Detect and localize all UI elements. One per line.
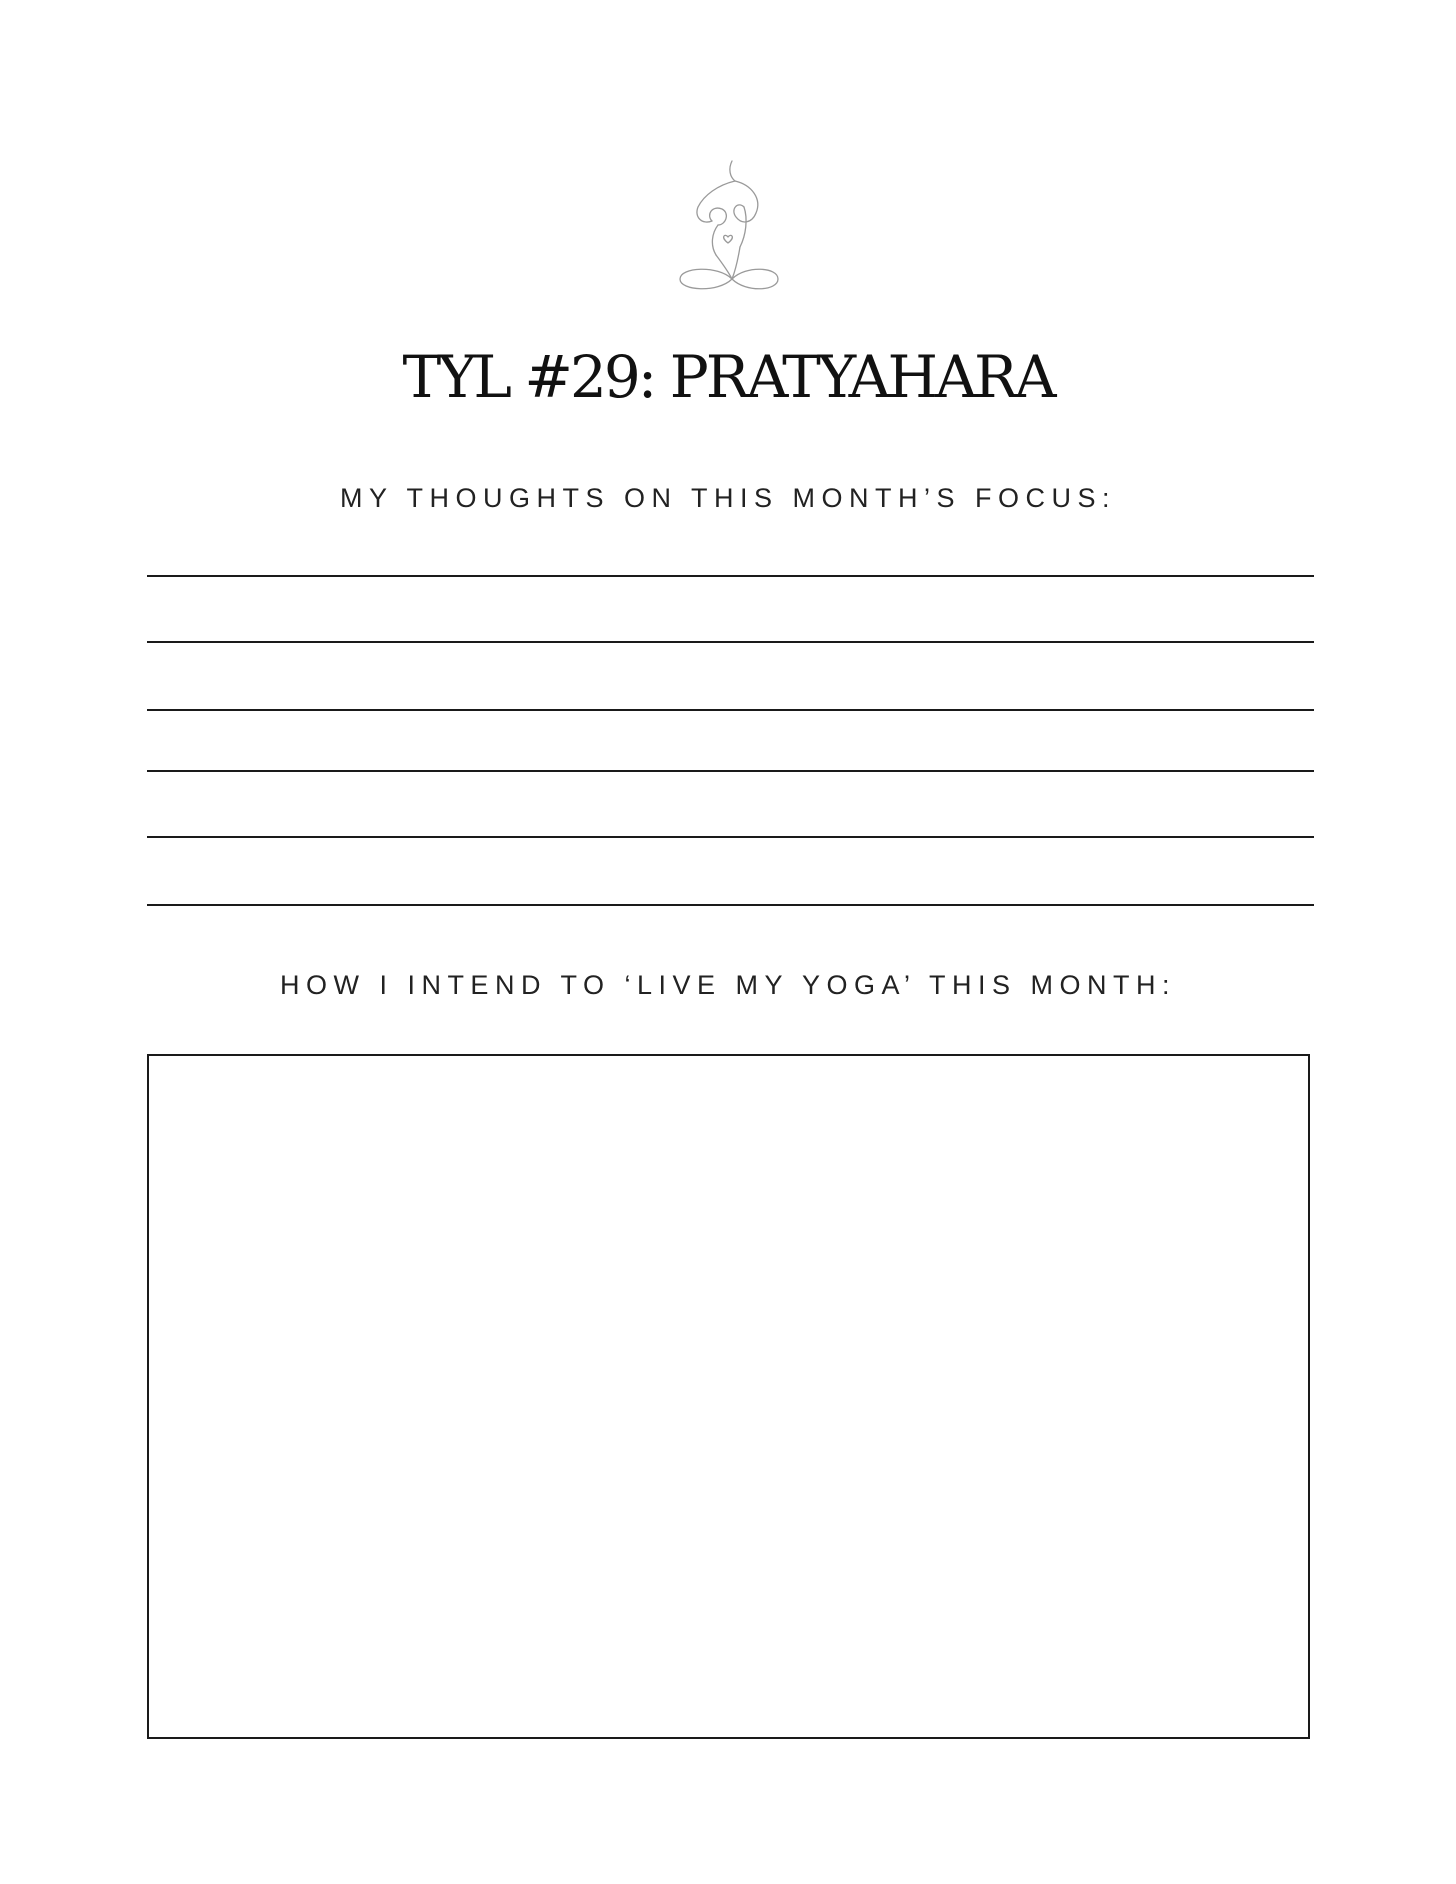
writing-line[interactable] <box>147 904 1314 906</box>
writing-line[interactable] <box>147 641 1314 643</box>
thoughts-section-label: MY THOUGHTS ON THIS MONTH’S FOCUS: <box>339 483 1117 513</box>
writing-line[interactable] <box>147 770 1314 772</box>
intent-section-label: HOW I INTEND TO ‘LIVE MY YOGA’ THIS MONTH: <box>279 970 1177 1000</box>
writing-line[interactable] <box>147 709 1314 711</box>
writing-line[interactable] <box>147 836 1314 838</box>
writing-line[interactable] <box>147 575 1314 577</box>
yoga-lotus-figure-icon <box>672 155 784 301</box>
intent-writing-box[interactable] <box>147 1054 1310 1739</box>
page-title: TYL #29: PRATYAHARA <box>402 343 1054 411</box>
